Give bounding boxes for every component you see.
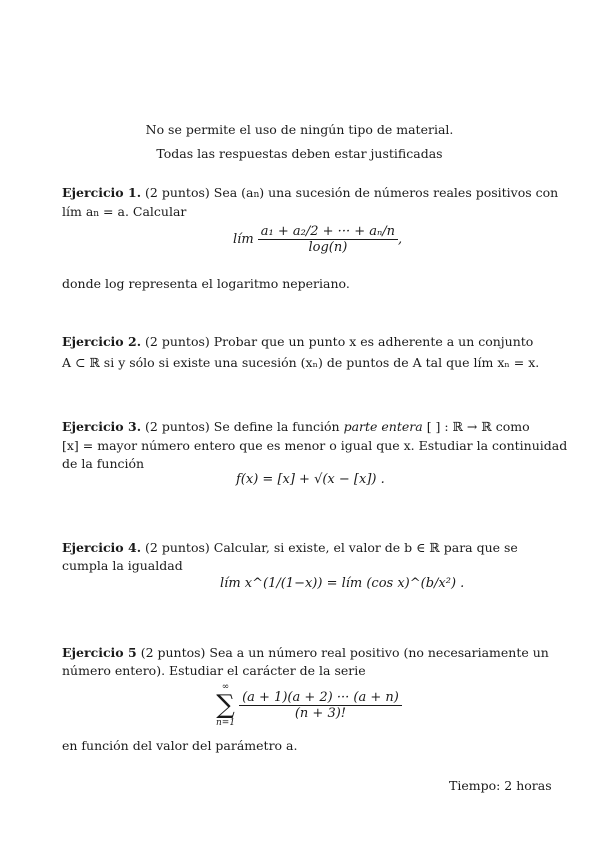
exercise-5-points: (2 puntos) (140, 645, 206, 660)
exercise-5-sum (216, 682, 235, 728)
exercise-3-text-1: Se define la función (213, 419, 340, 434)
exercise-1-limit-rest: = a. Calcular (99, 204, 187, 219)
exercise-1-formula-denominator: log(n) (308, 240, 348, 255)
exercise-1-line-2: lím an = a. Calcular (62, 204, 187, 219)
exercise-3-line-1 (62, 419, 530, 435)
exercise-5-line-1 (62, 645, 549, 661)
exercise-4-line-1 (62, 540, 518, 556)
exercise-1-line-1: Ejercicio 1. (2 puntos) Sea (an) una sucesión de números reales positivos con (62, 185, 559, 200)
exercise-1-title: Ejercicio 1. (62, 185, 142, 200)
exercise-4-text-1: Calcular, si existe, el valor de b ∈ ℝ para que se (213, 540, 518, 555)
exercise-1-formula: lím $\frac{\text{a₁ + a₂/2 + ··· + aₙ/n}}{\log(n)}$ , (233, 224, 403, 255)
exercise-3-points: (2 puntos) (145, 419, 210, 434)
sigma-icon: ∑ (216, 690, 235, 720)
exercise-4-formula: lím x^(1/(1−x)) = lím (cos x)^(b/x²) . (220, 576, 465, 591)
exercise-2-text-1: Probar que un punto x es adherente a un conjunto (213, 334, 534, 349)
exercise-2-line-2: A ⊂ ℝ si y sólo si existe una sucesión (xₙ) de puntos de A tal que lím xₙ = x. (62, 355, 540, 370)
exercise-2-points: (2 puntos) (145, 334, 210, 349)
exercise-3-title: Ejercicio 3. (62, 419, 142, 434)
exercise-1-text-b: ) una sucesión de números reales positivos con (259, 185, 559, 200)
exercise-2-line-1 (62, 334, 533, 350)
exercise-5-sum-bottom: n=1 (216, 718, 236, 728)
header-line-2: Todas las respuestas deben estar justificadas (156, 146, 443, 161)
exercise-3-parte-entera: parte entera (343, 419, 423, 434)
exercise-3-text-1b: [ ] : ℝ → ℝ como (426, 419, 530, 434)
exercise-1-points: (2 puntos) (145, 185, 210, 200)
exercise-5-after: en función del valor del parámetro a. (62, 738, 298, 753)
exercise-3-line-2: [x] = mayor número entero que es menor o igual que x. Estudiar la continuidad (62, 438, 568, 453)
exercise-1-formula-lim: lím (233, 232, 254, 247)
exercise-1-text: Sea (a (213, 185, 254, 200)
exercise-5-line-2: número entero). Estudiar el carácter de la serie (62, 663, 366, 678)
footer-time: Tiempo: 2 horas (449, 778, 552, 793)
exercise-1-limit: lím a (62, 204, 94, 219)
exercise-1-formula-numerator: a₁ + a₂/2 + ··· + aₙ/n (258, 224, 398, 240)
exercise-4-line-2: cumpla la igualdad (62, 558, 183, 573)
exercise-4-title: Ejercicio 4. (62, 540, 142, 555)
exercise-3-formula: f(x) = [x] + √(x − [x]) . (236, 472, 385, 487)
exercise-5-text-1: Sea a un número real positivo (no necesariamente un (209, 645, 549, 660)
exercise-5-formula-denominator: (n + 3)! (294, 705, 347, 721)
exercise-5-title: Ejercicio 5 (62, 645, 137, 660)
exercise-1-after: donde log representa el logaritmo neperiano. (62, 276, 350, 291)
exercise-3-line-3: de la función (62, 456, 145, 471)
exercise-2-title: Ejercicio 2. (62, 334, 142, 349)
exercise-5-formula (216, 682, 402, 728)
header-line-1: No se permite el uso de ningún tipo de material. (145, 122, 454, 137)
exercise-5-formula-numerator: (a + 1)(a + 2) ··· (a + n) (239, 690, 402, 706)
exercise-5-sum-top: ∞ (221, 682, 230, 692)
exercise-4-points: (2 puntos) (145, 540, 210, 555)
